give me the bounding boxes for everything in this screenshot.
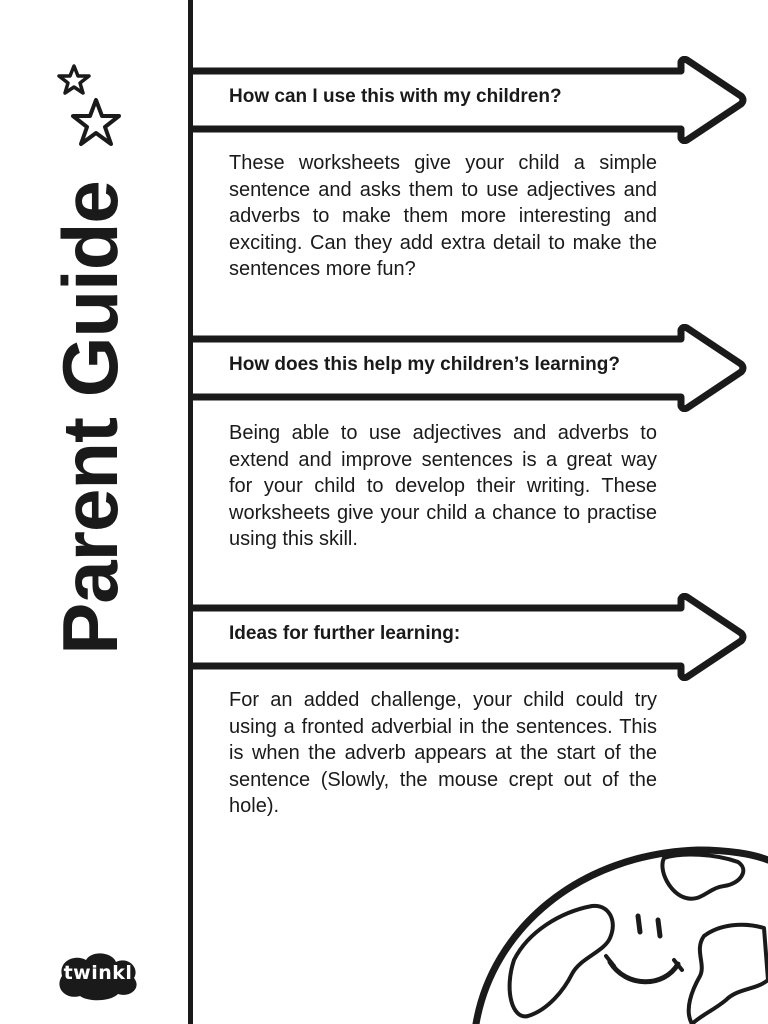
section-body-3: For an added challenge, your child could try using a fronted adverbial in the sentences. This is when the adverb appears at the start of the sentence (Slowly, the mouse crept out of the hole). bbox=[229, 689, 657, 817]
section-heading-3: Ideas for further learning: bbox=[229, 623, 461, 644]
section-body-1: These worksheets give your child a simple sentence and asks them to use adjectives and adverbs to make them more interesting and exciting. Can they add extra detail to make the sentences more fun? bbox=[229, 152, 657, 280]
section-heading-2: How does this help my children’s learning? bbox=[229, 354, 620, 375]
stars-icon bbox=[52, 62, 132, 162]
large-star-icon bbox=[73, 100, 119, 144]
small-star-icon bbox=[59, 66, 89, 93]
section-body-2: Being able to use adjectives and adverbs to extend and improve sentences is a great way for your child to develop their writing. These worksheets give your child a chance to practise using this skill. bbox=[229, 422, 657, 550]
section-banner-3 bbox=[193, 593, 753, 681]
vertical-divider bbox=[188, 0, 193, 1024]
section-banner-2 bbox=[193, 324, 753, 412]
page-title: Parent Guide bbox=[46, 181, 134, 655]
logo-text: twinkl bbox=[63, 962, 133, 984]
section-heading-1: How can I use this with my children? bbox=[229, 86, 562, 107]
section-banner-1 bbox=[193, 56, 753, 144]
smiling-globe-icon bbox=[468, 840, 768, 1024]
